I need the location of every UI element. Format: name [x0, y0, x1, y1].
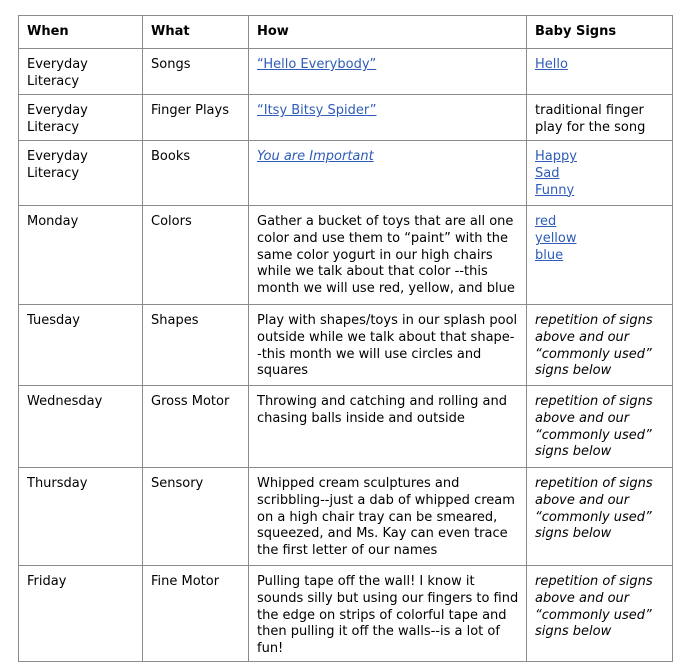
link-sign-red[interactable]: red [535, 214, 557, 230]
link-sign-happy[interactable]: Happy [535, 149, 577, 165]
header-when: When [19, 16, 143, 49]
cell-how: Pulling tape off the wall! I know it sounds silly but using our fingers to find the edge on strips of colorful tape and then pulling it off the walls--is a lot of fun! [249, 566, 527, 662]
table-row [19, 566, 673, 662]
cell-what: Books [143, 141, 249, 206]
cell-signs [527, 49, 673, 95]
cell-what: Gross Motor [143, 386, 249, 468]
table-row [19, 141, 673, 206]
header-row [19, 16, 673, 49]
table-row [19, 95, 673, 141]
cell-how [249, 141, 527, 206]
cell-what: Songs [143, 49, 249, 95]
table-row [19, 468, 673, 566]
link-you-are-important[interactable]: You are Important [257, 149, 374, 165]
cell-signs: repetition of signs above and our “commonly used” signs below [527, 386, 673, 468]
link-sign-blue[interactable]: blue [535, 247, 564, 263]
cell-what: Shapes [143, 305, 249, 386]
cell-how: Play with shapes/toys in our splash pool outside while we talk about that shape--this month we will use circles and squares [249, 305, 527, 386]
cell-when: Monday [19, 206, 143, 305]
header-baby-signs: Baby Signs [527, 16, 673, 49]
cell-signs [527, 206, 673, 305]
table-row [19, 49, 673, 95]
cell-signs: repetition of signs above and our “commonly used” signs below [527, 468, 673, 566]
table-row [19, 305, 673, 386]
cell-what: Sensory [143, 468, 249, 566]
cell-what: Finger Plays [143, 95, 249, 141]
link-sign-sad[interactable]: Sad [535, 165, 560, 181]
table-row [19, 386, 673, 468]
cell-what: Colors [143, 206, 249, 305]
cell-when: Everyday Literacy [19, 95, 143, 141]
link-sign-hello[interactable]: Hello [535, 57, 568, 72]
link-sign-funny[interactable]: Funny [535, 182, 575, 198]
schedule-table [18, 15, 673, 662]
cell-how: Whipped cream sculptures and scribbling--just a dab of whipped cream on a high chair tray can be smeared, squeezed, and Ms. Kay can even trace the first letter of our names [249, 468, 527, 566]
cell-when: Everyday Literacy [19, 49, 143, 95]
cell-signs: traditional finger play for the song [527, 95, 673, 141]
link-itsy-bitsy-spider[interactable]: “Itsy Bitsy Spider” [257, 103, 377, 119]
cell-when: Everyday Literacy [19, 141, 143, 206]
cell-how: Throwing and catching and rolling and chasing balls inside and outside [249, 386, 527, 468]
cell-when: Thursday [19, 468, 143, 566]
cell-when: Friday [19, 566, 143, 662]
cell-signs [527, 141, 673, 206]
cell-what: Fine Motor [143, 566, 249, 662]
cell-how [249, 95, 527, 141]
link-hello-everybody[interactable]: “Hello Everybody” [257, 57, 377, 72]
cell-when: Wednesday [19, 386, 143, 468]
table-row [19, 206, 673, 305]
schedule-table-container [18, 15, 673, 662]
cell-how [249, 49, 527, 95]
cell-how: Gather a bucket of toys that are all one color and use them to “paint” with the same color yogurt in our high chairs while we talk about that color --this month we will use red, yellow, and blue [249, 206, 527, 305]
cell-signs: repetition of signs above and our “commonly used” signs below [527, 566, 673, 662]
cell-signs: repetition of signs above and our “commonly used” signs below [527, 305, 673, 386]
link-sign-yellow[interactable]: yellow [535, 230, 577, 246]
header-what: What [143, 16, 249, 49]
cell-when: Tuesday [19, 305, 143, 386]
header-how: How [249, 16, 527, 49]
